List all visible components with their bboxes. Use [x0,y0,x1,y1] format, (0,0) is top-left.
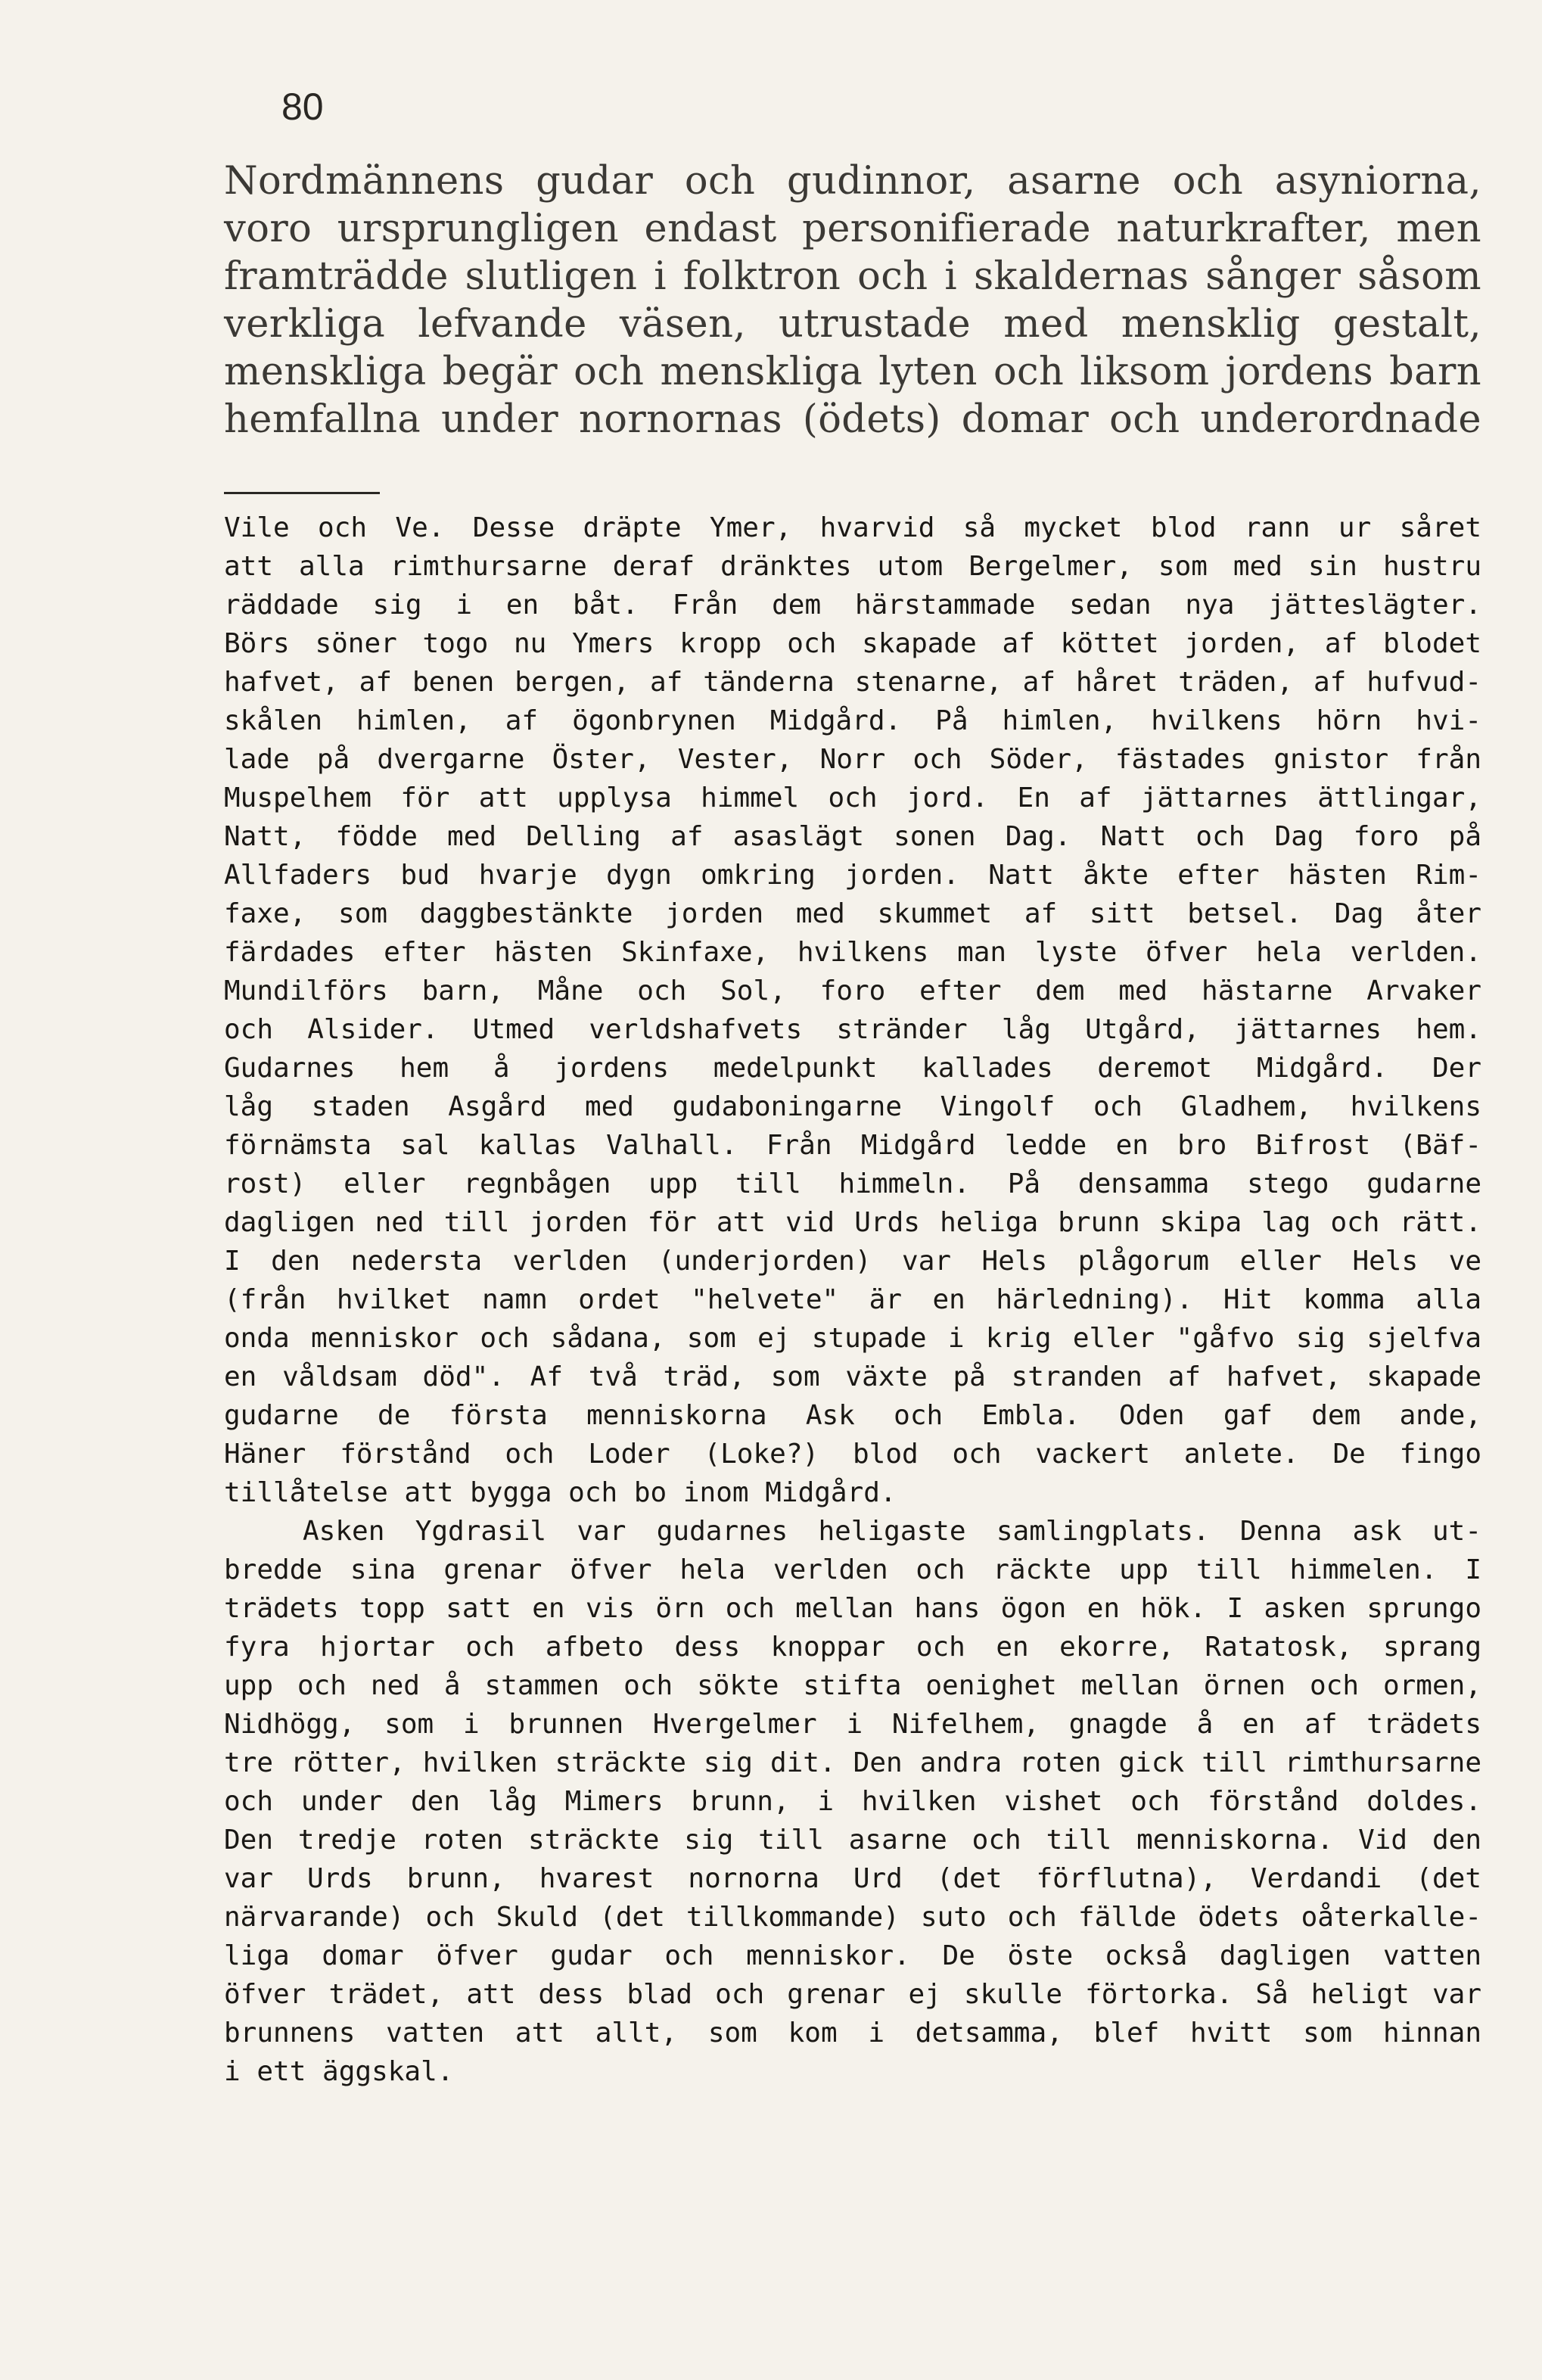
footnote-line: och Alsider. Utmed verldshafvets stränder låg Utgård, jättarnes hem. [224,1014,1481,1045]
main-text-line: hemfallna under nornornas (ödets) domar och underordnade [224,397,1481,442]
footnote-line: upp och ned å stammen och sökte stifta oenighet mellan örnen och ormen, [224,1670,1481,1701]
footnote-line: gudarne de första menniskorna Ask och Embla. Oden gaf dem ande, [224,1400,1481,1431]
footnote-line: i ett äggskal. [224,2056,454,2087]
footnote-line: Den tredje roten sträckte sig till asarne och till menniskorna. Vid den [224,1825,1481,1856]
footnote-line: öfver trädet, att dess blad och grenar ej skulle förtorka. Så heligt var [224,1979,1481,2010]
footnote-line: Muspelhem för att upplysa himmel och jord. En af jättarnes ättlingar, [224,782,1481,814]
main-text-line: framträdde slutligen i folktron och i skaldernas sånger såsom [224,254,1481,299]
footnote-line: trädets topp satt en vis örn och mellan hans ögon en hök. I asken sprungo [224,1593,1481,1624]
footnote-line: Vile och Ve. Desse dräpte Ymer, hvarvid så mycket blod rann ur såret [224,512,1481,543]
footnote-line: Gudarnes hem å jordens medelpunkt kallades deremot Midgård. Der [224,1053,1481,1084]
footnote-line: tre rötter, hvilken sträckte sig dit. Den andra roten gick till rimthursarne [224,1747,1481,1778]
footnote-text [224,509,1481,2091]
footnote-line: var Urds brunn, hvarest nornorna Urd (det förflutna), Verdandi (det [224,1863,1481,1894]
footnote-separator-rule [224,492,380,494]
footnote-line: (från hvilket namn ordet "helvete" är en härledning). Hit komma alla [224,1284,1481,1315]
footnote-line: liga domar öfver gudar och menniskor. De öste också dagligen vatten [224,1940,1481,1971]
main-text-line: Nordmännens gudar och gudinnor, asarne och asyniorna, [224,159,1481,204]
main-text [224,157,1481,443]
footnote-line: hafvet, af benen bergen, af tänderna stenarne, af håret träden, af hufvud- [224,667,1481,698]
footnote-line: I den nedersta verlden (underjorden) var Hels plågorum eller Hels ve [224,1246,1481,1277]
footnote-line: färdades efter hästen Skinfaxe, hvilkens man lyste öfver hela verlden. [224,937,1481,968]
footnote-line: skålen himlen, af ögonbrynen Midgård. På himlen, hvilkens hörn hvi- [224,705,1481,736]
footnote-line: Allfaders bud hvarje dygn omkring jorden. Natt åkte efter hästen Rim- [224,860,1481,891]
footnote-line: låg staden Asgård med gudaboningarne Vingolf och Gladhem, hvilkens [224,1091,1481,1122]
footnote-line: onda menniskor och sådana, som ej stupade i krig eller "gåfvo sig sjelfva [224,1323,1481,1354]
footnote-line: Natt, födde med Delling af asaslägt sonen Dag. Natt och Dag foro på [224,821,1481,852]
footnote-line: bredde sina grenar öfver hela verlden och räckte upp till himmelen. I [224,1554,1481,1585]
main-text-line: verkliga lefvande väsen, utrustade med mensklig gestalt, [224,302,1481,347]
footnote-line: närvarande) och Skuld (det tillkommande) suto och fällde ödets oåterkalle- [224,1902,1481,1933]
footnote-line: Asken Ygdrasil var gudarnes heligaste samlingplats. Denna ask ut- [303,1516,1481,1547]
footnote-line: Häner förstånd och Loder (Loke?) blod och vackert anlete. De fingo [224,1439,1481,1470]
footnote-line: Nidhögg, som i brunnen Hvergelmer i Nifelhem, gnagde å en af trädets [224,1709,1481,1740]
main-text-line: menskliga begär och menskliga lyten och liksom jordens barn [224,350,1481,394]
footnote-line: brunnens vatten att allt, som kom i detsamma, blef hvitt som hinnan [224,2018,1481,2049]
footnote-line: räddade sig i en båt. Från dem härstammade sedan nya jätteslägter. [224,590,1481,621]
footnote-line: en våldsam död". Af två träd, som växte på stranden af hafvet, skapade [224,1361,1481,1392]
footnote-line: faxe, som daggbestänkte jorden med skummet af sitt betsel. Dag åter [224,898,1481,929]
footnote-line: fyra hjortar och afbeto dess knoppar och en ekorre, Ratatosk, sprang [224,1632,1481,1663]
footnote-line: tillåtelse att bygga och bo inom Midgård. [224,1477,897,1508]
footnote-line: dagligen ned till jorden för att vid Urds heliga brunn skipa lag och rätt. [224,1207,1481,1238]
footnote-line: Mundilförs barn, Måne och Sol, foro efter dem med hästarne Arvaker [224,975,1481,1006]
footnote-line: att alla rimthursarne deraf dränktes utom Bergelmer, som med sin hustru [224,551,1481,582]
main-text-line: voro ursprungligen endast personifierade naturkrafter, men [224,207,1481,251]
footnote-line: rost) eller regnbågen upp till himmeln. På densamma stego gudarne [224,1168,1481,1199]
footnote-line: och under den låg Mimers brunn, i hvilken vishet och förstånd doldes. [224,1786,1481,1817]
footnote-line: Börs söner togo nu Ymers kropp och skapade af köttet jorden, af blodet [224,628,1481,659]
footnote-line: lade på dvergarne Öster, Vester, Norr och Söder, fästades gnistor från [224,744,1481,775]
page-number: 80 [281,86,324,128]
footnote-line: förnämsta sal kallas Valhall. Från Midgård ledde en bro Bifrost (Bäf- [224,1130,1481,1161]
